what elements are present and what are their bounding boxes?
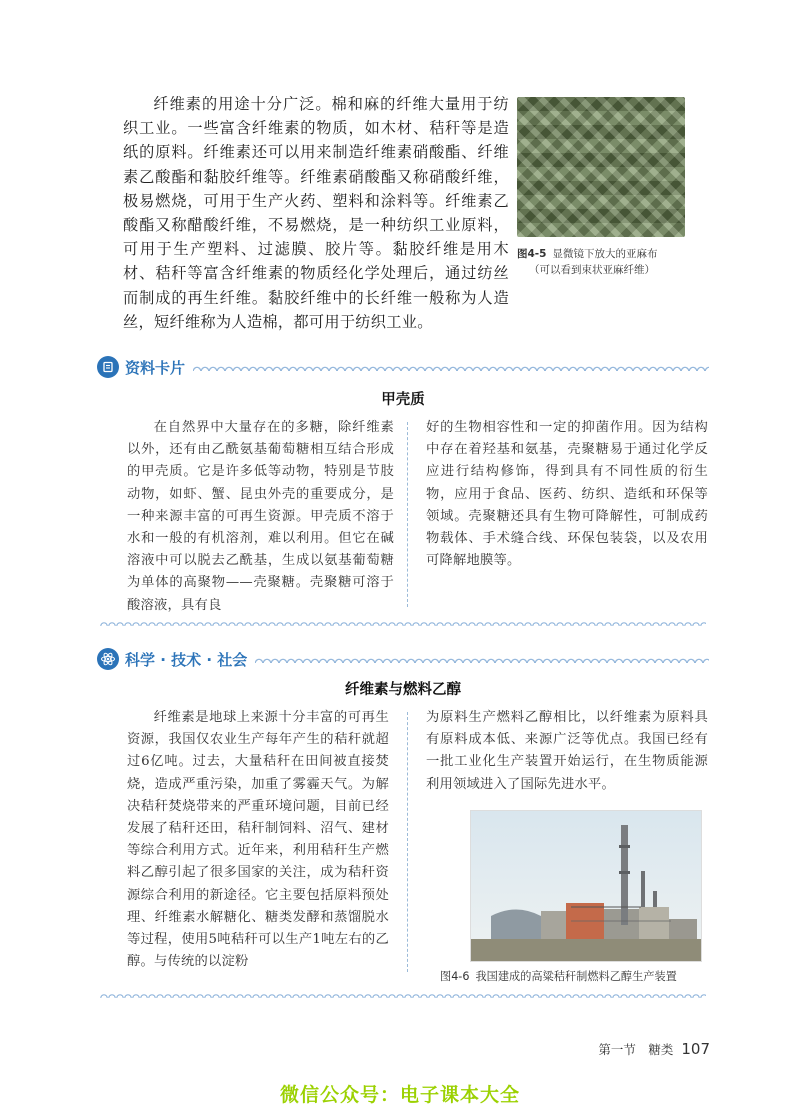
page-number: 107 xyxy=(681,1040,710,1058)
wechat-watermark: 微信公众号：电子课本大全 xyxy=(279,1084,520,1106)
column-divider xyxy=(407,422,408,607)
section-title: 资料卡片 xyxy=(125,358,186,377)
column-text: 纤维素是地球上来源十分丰富的可再生资源，我国仅农业生产每年产生的秸秆就超过6亿吨。过去，大量秸秆在田间被直接焚烧，造成严重污染，加重了雾霾天气。为解决秸秆焚烧带来的严重环境问题，目前已经发展了秸秆还田，秸秆制饲料、沼气、建材等综合利用方式。近年来，利用秸秆生产燃料乙醇引起了很多国家的关注，成为秸秆资源综合利用的新途径。它主要包括原料预处理、纤维素水解糖化、糖类发酵和蒸馏脱水等过程，使用5吨秸秆可以生产1吨左右的乙醇。与传统的以淀粉 xyxy=(127,710,389,970)
section-label: 第一节 糖类 xyxy=(598,1042,674,1057)
column-text: 好的生物相容性和一定的抑菌作用。因为结构中存在着羟基和氨基，壳聚糖易于通过化学反应进行结构修饰，得到具有不同性质的衍生物，应用于食品、医药、纺织、造纸和环保等领域。壳聚糖还具有生物可降解性，可制成药物载体、手术缝合线、环保包装袋，以及农用可降解地膜等。 xyxy=(426,420,708,569)
wave-divider xyxy=(255,655,709,663)
caption-line-2: （可以看到束状亚麻纤维） xyxy=(529,264,655,276)
column-divider xyxy=(407,712,408,972)
sts-left-column xyxy=(127,707,389,973)
atom-icon xyxy=(97,648,119,670)
data-card-header xyxy=(97,356,709,378)
box-subtitle: 甲壳质 xyxy=(381,392,425,408)
figure-4-6-caption xyxy=(440,968,740,984)
data-card-right-column xyxy=(426,417,708,572)
data-card-left-column xyxy=(127,417,394,617)
section-bottom-divider xyxy=(100,992,706,998)
ethanol-plant-photo xyxy=(470,810,702,962)
figure-number: 图4-5 xyxy=(517,248,547,260)
document-icon xyxy=(97,356,119,378)
sts-header xyxy=(97,648,709,670)
column-text: 为原料生产燃料乙醇相比，以纤维素为原料具有原料成本低、来源广泛等优点。我国已经有一批工业化生产装置开始运行，在生物质能源利用领域进入了国际先进水平。 xyxy=(426,710,708,792)
caption-text: 我国建成的高粱秸秆制燃料乙醇生产装置 xyxy=(475,970,677,983)
linen-microscope-photo xyxy=(517,97,685,237)
page-footer xyxy=(598,1040,710,1058)
wave-divider xyxy=(193,363,709,371)
figure-4-5-caption xyxy=(517,246,707,278)
main-paragraph: 纤维素的用途十分广泛。棉和麻的纤维大量用于纺织工业。一些富含纤维素的物质，如木材、秸秆等是造纸的原料。纤维素还可以用来制造纤维素硝酸酯、纤维素乙酸酯和黏胶纤维等。纤维素硝酸酯又称硝酸纤维，极易燃烧，可用于生产火药、塑料和涂料等。纤维素乙酸酯又称醋酸纤维，不易燃烧，是一种纺织工业原料，可用于生产塑料、过滤膜、胶片等。黏胶纤维是用木材、秸秆等富含纤维素的物质经化学处理后，通过纺丝而制成的再生纤维。黏胶纤维中的长纤维一般称为人造丝，短纤维称为人造棉，都可用于纺织工业。 xyxy=(123,95,509,331)
main-paragraph-block xyxy=(123,92,509,334)
column-text: 在自然界中大量存在的多糖，除纤维素以外，还有由乙酰氨基葡萄糖相互结合形成的甲壳质。它是许多低等动物，特别是节肢动物，如虾、蟹、昆虫外壳的重要成分，是一种来源丰富的可再生资源。甲壳质不溶于水和一般的有机溶剂，难以利用。但它在碱溶液中可以脱去乙酰基，生成以氨基葡萄糖为单体的高聚物——壳聚糖。壳聚糖可溶于酸溶液，具有良 xyxy=(127,420,394,613)
sts-right-column xyxy=(426,707,708,796)
section-title: 科学 · 技术 · 社会 xyxy=(125,650,248,669)
caption-line-1: 显微镜下放大的亚麻布 xyxy=(552,248,658,260)
box-subtitle: 纤维素与燃料乙醇 xyxy=(345,682,461,698)
figure-number: 图4-6 xyxy=(440,970,470,983)
section-bottom-divider xyxy=(100,620,706,626)
